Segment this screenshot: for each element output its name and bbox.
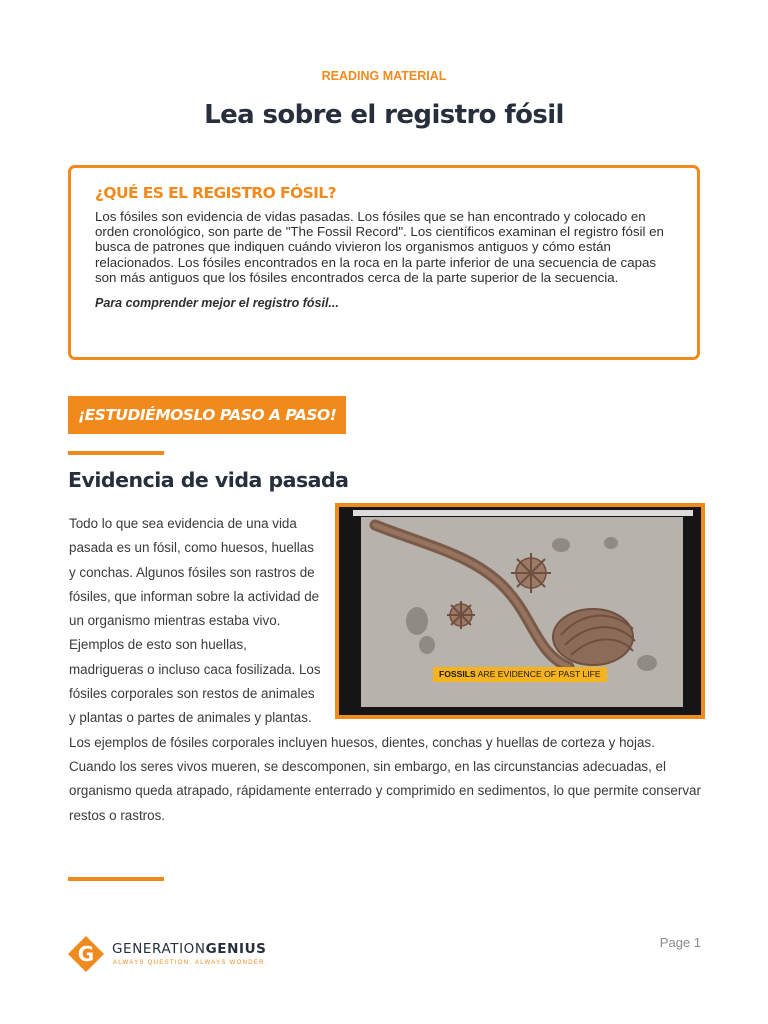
fossil-caption-tag <box>433 667 607 682</box>
generation-genius-logo-icon <box>67 935 105 973</box>
section-heading: Evidencia de vida pasada <box>68 468 349 492</box>
intro-box-heading: ¿QUÉ ES EL REGISTRO FÓSIL? <box>95 184 336 202</box>
projector-screen-strip <box>353 510 693 516</box>
caption-bold: FOSSILS <box>439 669 476 679</box>
section-body: Todo lo que sea evidencia de una vida pasada es un fósil, como huesos, huellas y conchas. Algunos fósiles son rastros de fósiles, que informan sobre la actividad de un organismo mientras estaba vivo. Ejemplos de esto son huellas, madrigueras o incluso caca fosilizada. Los fósiles corporales son restos de animales y plantas o partes de animales y plantas. Los ejemplos de fósiles corporales incluyen huesos, dientes, conchas y huellas de corteza y hojas. Cuando los seres vivos mueren, se descomponen, sin embargo, en las circunstancias adecuadas, el organismo queda atrapado, rápidamente enterrado y comprimido en sedimentos, lo que permite conservar restos o rastros. <box>69 516 701 823</box>
svg-text:G: G <box>77 942 95 966</box>
divider-bottom <box>68 877 164 881</box>
caption-rest: ARE EVIDENCE OF PAST LIFE <box>475 669 601 679</box>
intro-box-body: Los fósiles son evidencia de vidas pasadas. Los fósiles que se han encontrado y colocado en orden cronológico, son parte de "The Fossil Record". Los científicos examinan el registro fósil en busca de patrones que indiquen cuándo vivieron los organismos antiguos y cómo están relacionados. Los fósiles encontrados en la roca en la parte inferior de una secuencia de capas son más antiguos que los fósiles encontrados cerca de la parte superior de la secuencia. <box>95 209 664 285</box>
eyebrow-label: READING MATERIAL <box>321 69 447 83</box>
page-number: Page 1 <box>659 935 701 950</box>
fossil-video-frame[interactable] <box>335 503 705 719</box>
brand-name <box>112 941 267 957</box>
intro-box-cta: Para comprender mejor el registro fósil... <box>95 296 339 311</box>
step-banner: ¡ESTUDIÉMOSLO PASO A PASO! <box>68 396 346 434</box>
section-article <box>69 512 701 828</box>
intro-box <box>68 165 700 360</box>
brand-bold: GENIUS <box>205 941 267 957</box>
page-title: Lea sobre el registro fósil <box>204 100 564 130</box>
brand-tagline: ALWAYS QUESTION. ALWAYS WONDER. <box>113 960 268 966</box>
brand-light: GENERATION <box>112 941 206 957</box>
divider-top <box>68 451 164 455</box>
